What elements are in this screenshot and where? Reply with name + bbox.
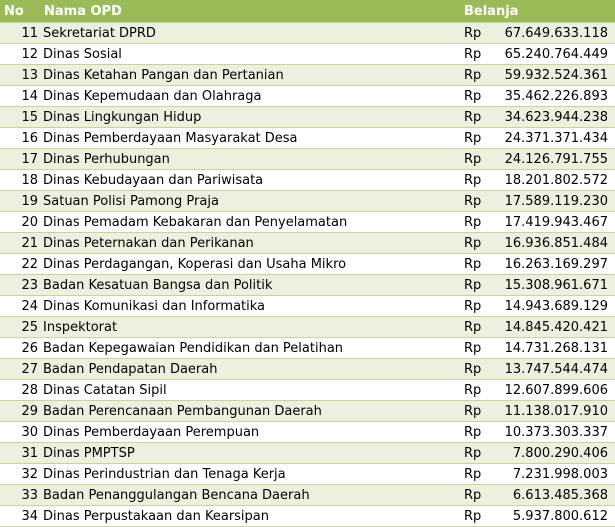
table-row (0, 149, 615, 170)
currency-label: Rp (460, 380, 496, 401)
spending-value: 18.201.802.572 (496, 170, 615, 191)
currency-label: Rp (460, 44, 496, 65)
row-number: 34 (0, 506, 40, 527)
row-number: 15 (0, 107, 40, 128)
currency-label: Rp (460, 212, 496, 233)
opd-name: Dinas Perdagangan, Koperasi dan Usaha Mikro (40, 254, 460, 275)
currency-label: Rp (460, 86, 496, 107)
opd-name: Inspektorat (40, 317, 460, 338)
table-row (0, 254, 615, 275)
table-row (0, 107, 615, 128)
row-number: 12 (0, 44, 40, 65)
spending-value: 7.800.290.406 (496, 443, 615, 464)
row-number: 27 (0, 359, 40, 380)
opd-name: Badan Perencanaan Pembangunan Daerah (40, 401, 460, 422)
opd-name: Dinas PMPTSP (40, 443, 460, 464)
spending-value: 13.747.544.474 (496, 359, 615, 380)
currency-label: Rp (460, 170, 496, 191)
row-number: 20 (0, 212, 40, 233)
spending-value: 67.649.633.118 (496, 23, 615, 44)
table-row (0, 86, 615, 107)
table-row (0, 359, 615, 380)
spending-value: 14.943.689.129 (496, 296, 615, 317)
row-number: 14 (0, 86, 40, 107)
spending-value: 35.462.226.893 (496, 86, 615, 107)
currency-label: Rp (460, 422, 496, 443)
spending-value: 6.613.485.368 (496, 485, 615, 506)
header-nama-opd: Nama OPD (40, 0, 460, 23)
spending-value: 24.126.791.755 (496, 149, 615, 170)
opd-name: Dinas Peternakan dan Perikanan (40, 233, 460, 254)
opd-name: Badan Kepegawaian Pendidikan dan Pelatihan (40, 338, 460, 359)
spending-value: 24.371.371.434 (496, 128, 615, 149)
table-row (0, 191, 615, 212)
currency-label: Rp (460, 65, 496, 86)
row-number: 16 (0, 128, 40, 149)
row-number: 29 (0, 401, 40, 422)
opd-name: Badan Penanggulangan Bencana Daerah (40, 485, 460, 506)
table-row (0, 338, 615, 359)
row-number: 23 (0, 275, 40, 296)
opd-name: Dinas Pemberdayaan Perempuan (40, 422, 460, 443)
spending-value: 65.240.764.449 (496, 44, 615, 65)
currency-label: Rp (460, 338, 496, 359)
spending-value: 11.138.017.910 (496, 401, 615, 422)
spending-value: 14.731.268.131 (496, 338, 615, 359)
currency-label: Rp (460, 149, 496, 170)
spending-value: 16.263.169.297 (496, 254, 615, 275)
table-row (0, 422, 615, 443)
spending-value: 5.937.800.612 (496, 506, 615, 527)
currency-label: Rp (460, 443, 496, 464)
table-row (0, 128, 615, 149)
opd-name: Dinas Kebudayaan dan Pariwisata (40, 170, 460, 191)
opd-name: Dinas Komunikasi dan Informatika (40, 296, 460, 317)
row-number: 31 (0, 443, 40, 464)
spending-value: 10.373.303.337 (496, 422, 615, 443)
opd-name: Badan Pendapatan Daerah (40, 359, 460, 380)
table-row (0, 233, 615, 254)
opd-name: Satuan Polisi Pamong Praja (40, 191, 460, 212)
row-number: 24 (0, 296, 40, 317)
opd-name: Dinas Pemberdayaan Masyarakat Desa (40, 128, 460, 149)
spending-value: 15.308.961.671 (496, 275, 615, 296)
row-number: 17 (0, 149, 40, 170)
opd-name: Dinas Pemadam Kebakaran dan Penyelamatan (40, 212, 460, 233)
spending-value: 17.419.943.467 (496, 212, 615, 233)
currency-label: Rp (460, 107, 496, 128)
opd-name: Dinas Perpustakaan dan Kearsipan (40, 506, 460, 527)
spending-value: 16.936.851.484 (496, 233, 615, 254)
row-number: 26 (0, 338, 40, 359)
spending-value: 17.589.119.230 (496, 191, 615, 212)
header-no: No (0, 0, 40, 23)
spending-value: 7.231.998.003 (496, 464, 615, 485)
opd-name: Dinas Perindustrian dan Tenaga Kerja (40, 464, 460, 485)
table-row (0, 65, 615, 86)
currency-label: Rp (460, 191, 496, 212)
row-number: 32 (0, 464, 40, 485)
table-row (0, 506, 615, 527)
row-number: 19 (0, 191, 40, 212)
table-row (0, 485, 615, 506)
row-number: 33 (0, 485, 40, 506)
opd-name: Dinas Catatan Sipil (40, 380, 460, 401)
currency-label: Rp (460, 485, 496, 506)
table-row (0, 275, 615, 296)
table-row (0, 401, 615, 422)
opd-name: Badan Kesatuan Bangsa dan Politik (40, 275, 460, 296)
table-row (0, 23, 615, 44)
currency-label: Rp (460, 233, 496, 254)
table-row (0, 170, 615, 191)
opd-name: Dinas Perhubungan (40, 149, 460, 170)
row-number: 13 (0, 65, 40, 86)
row-number: 28 (0, 380, 40, 401)
currency-label: Rp (460, 464, 496, 485)
row-number: 25 (0, 317, 40, 338)
header-belanja: Belanja (460, 0, 615, 23)
table-row (0, 296, 615, 317)
spending-value: 59.932.524.361 (496, 65, 615, 86)
spending-value: 12.607.899.606 (496, 380, 615, 401)
currency-label: Rp (460, 296, 496, 317)
spending-value: 34.623.944.238 (496, 107, 615, 128)
table-row (0, 212, 615, 233)
currency-label: Rp (460, 506, 496, 527)
currency-label: Rp (460, 317, 496, 338)
row-number: 11 (0, 23, 40, 44)
row-number: 21 (0, 233, 40, 254)
currency-label: Rp (460, 359, 496, 380)
currency-label: Rp (460, 254, 496, 275)
opd-name: Dinas Sosial (40, 44, 460, 65)
table-row (0, 443, 615, 464)
table-body (0, 23, 615, 527)
opd-name: Dinas Kepemudaan dan Olahraga (40, 86, 460, 107)
table-header-row (0, 0, 615, 23)
row-number: 18 (0, 170, 40, 191)
opd-name: Dinas Ketahan Pangan dan Pertanian (40, 65, 460, 86)
table-row (0, 317, 615, 338)
opd-name: Sekretariat DPRD (40, 23, 460, 44)
spending-value: 14.845.420.421 (496, 317, 615, 338)
currency-label: Rp (460, 128, 496, 149)
row-number: 30 (0, 422, 40, 443)
row-number: 22 (0, 254, 40, 275)
opd-name: Dinas Lingkungan Hidup (40, 107, 460, 128)
table-row (0, 464, 615, 485)
currency-label: Rp (460, 401, 496, 422)
currency-label: Rp (460, 23, 496, 44)
currency-label: Rp (460, 275, 496, 296)
table-row (0, 380, 615, 401)
table-row (0, 44, 615, 65)
